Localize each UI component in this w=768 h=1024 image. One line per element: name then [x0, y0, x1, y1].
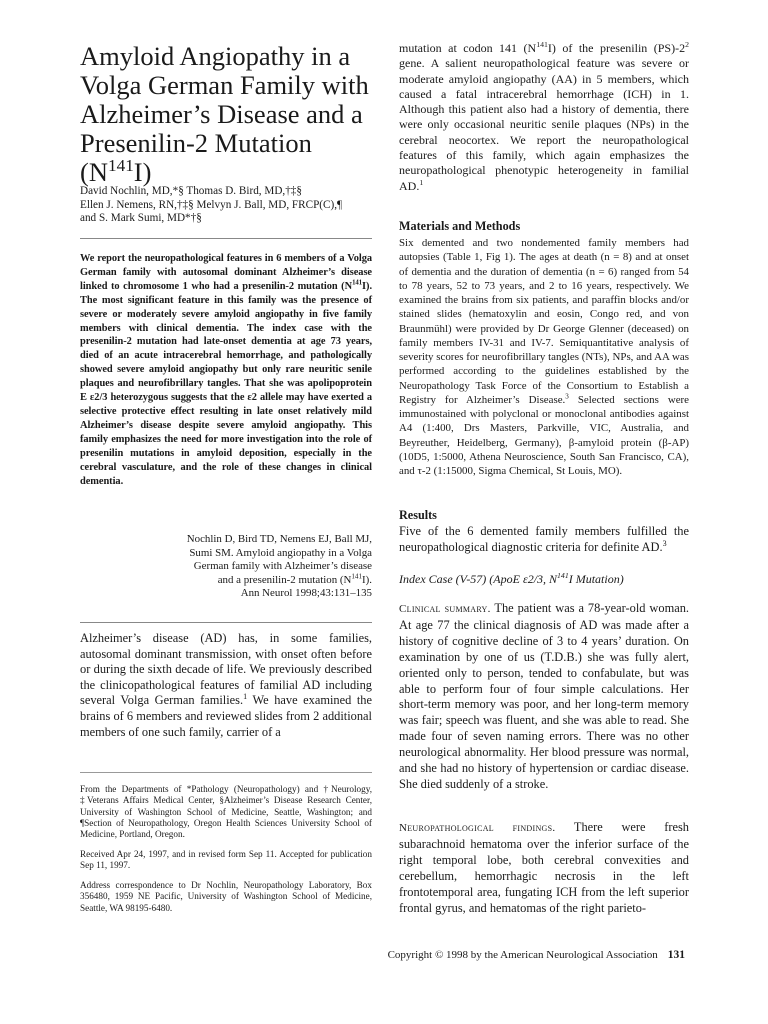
- clinical-summary-paragraph: [399, 601, 689, 793]
- body-text: There were fresh subarachnoid hematoma over the inferior surface of the right temporal lobe, both cerebral convexities and cerebellum, hemorrhagic necrosis in the left frontotemporal area, fungating ICH from the left superior frontal gyrus, and hematomas of the right parieto-: [399, 820, 689, 915]
- title-line: Alzheimer’s Disease and a: [80, 99, 363, 129]
- citation-line: German family with Alzheimer’s disease: [193, 560, 372, 573]
- body-text: I) of the presenilin (PS)-2: [547, 41, 686, 55]
- abstract-superscript: 141: [352, 279, 363, 287]
- body-text: gene. A salient neuropathological feature was severe or moderate amyloid angiopathy (AA) in 5 members, which caused a fatal intracerebral hemorrhage (ICH) in 1. Although this patient also had a history of dementia, there were only occasional neuritic senile plaques (NPs) in the cerebral neocortex. We report the neuropathological features of this family, which again emphasizes the neuropathological phenotypic heterogeneity in familial AD.: [399, 56, 689, 193]
- title-line: Volga German Family with: [80, 70, 369, 100]
- intro-superscript: 1: [243, 692, 248, 702]
- results-heading: Results: [399, 508, 437, 522]
- results-paragraph: [399, 524, 689, 556]
- page-footer: [340, 949, 685, 961]
- citation-line: I).: [362, 573, 372, 586]
- intro-text: Alzheimer’s disease (AD) has, in some families, autosomal dominant transmission, with onset often before or during the sixth decade of life. We previously described the clinicopathological features of familial AD including several Volga German families.: [80, 631, 372, 708]
- index-case-heading: [399, 572, 689, 587]
- title-line: Amyloid Angiopathy in a: [80, 41, 351, 71]
- methods-heading: Materials and Methods: [399, 219, 521, 233]
- footnote-affiliations: From the Departments of *Pathology (Neuropathology) and †Neurology, ‡Veterans Affairs Medical Center, §Alzheimer’s Disease Research Center, University of Washington School of Medicine, Seattle, Washington; and ¶Section of Neuropathology, Oregon Health Sciences University School of Medicine, Portland, Oregon.: [80, 784, 372, 840]
- introduction-paragraph: [80, 631, 372, 740]
- abstract-top-divider: [80, 238, 372, 239]
- page-number: 131: [667, 949, 685, 961]
- footnote-address: Address correspondence to Dr Nochlin, Neuropathology Laboratory, Box 356480, 1959 NE Pacific, University of Washington School of Medicine, Seattle, WA 98195-6480.: [80, 880, 372, 913]
- abstract-bottom-divider: [80, 622, 372, 623]
- abstract-text: We report the neuropathological features in 6 members of a Volga German family with autosomal dominant Alzheimer’s disease linked to chromosome 1 who had a presenilin-2 mutation (N: [80, 253, 372, 292]
- subheading-text: I Mutation): [568, 572, 624, 586]
- author-line: and S. Mark Sumi, MD*†§: [80, 212, 202, 224]
- body-text: mutation at codon 141 (N: [399, 41, 537, 55]
- copyright-notice: Copyright © 1998 by the American Neurological Association: [387, 949, 658, 961]
- author-list: [80, 185, 380, 226]
- citation-line: Sumi SM. Amyloid angiopathy in a Volga: [189, 546, 372, 559]
- title-line: Presenilin-2 Mutation: [80, 128, 312, 158]
- clinical-summary-label: Clinical summary.: [399, 603, 491, 615]
- author-line: Ellen J. Nemens, RN,†‡§ Melvyn J. Ball, MD, FRCP(C),¶: [80, 198, 343, 211]
- body-text: The patient was a 78-year-old woman. At age 77 the clinical diagnosis of AD was made after a history of cognitive decline of 3 to 4 years’ duration. On examination by one of us (T.D.B.) she was fully alert, oriented only to person, tended to confabulate, but was able to perform four of four simple calculations. Her short-term memory was poor, and her long-term memory was fair; speech was fluent, and she was able to read. She made four of seven naming errors. There was no other neurological abnormality. Her blood pressure was normal, and she had no history of hypertension or cardiac disease. She died suddenly of a stroke.: [399, 601, 689, 791]
- neuropathological-findings-paragraph: [399, 820, 689, 916]
- citation-line: Nochlin D, Bird TD, Nemens EJ, Ball MJ,: [186, 533, 372, 545]
- citation-journal: Ann Neurol 1998;43:131–135: [240, 587, 372, 600]
- title-line: I): [133, 157, 152, 187]
- body-text: Five of the 6 demented family members fulfilled the neuropathological diagnostic criteria for definite AD.: [399, 524, 689, 554]
- abstract-text: I). The most significant feature in this family was the presence of severe or moderately severe amyloid angiopathy in five family members with clinical dementia. The index case with the presenilin-2 mutation had late-onset dementia at age 73 years, died of an acute intracerebral hemorrhage, and pathologically showed severe amyloid angiopathy but only rare neuritic senile plaques and neurofibrillary tangles. That she was apolipoprotein E ε2/3 heterozygous suggests that the ε2 allele may have exerted a selective protective effect resulting in late onset relatively mild Alzheimer’s disease despite severe amyloid angiopathy. This family emphasizes the need for more investigation into the role of presenilin mutations in amyloid deposition, especially in the cerebral vasculature, and the role of these changes in clinical dementia.: [80, 280, 372, 487]
- body-text: Six demented and two nondemented family members had autopsies (Table 1, Fig 1). The ages at death (n = 8) and at onset of dementia and the duration of dementia (n = 6) ranged from 54 to 78 years, 52 to 73 years, and 2 to 16 years, respectively. We examined the brains from six patients, and paraffin blocks and/or stained slides (hematoxylin and eosin, Congo red, and von Braunmühl) were provided by Dr George Glenner (deceased) on family members IV-31 and IV-7. Semiquantitative analysis of severity scores for neurofibrillary tangles (NTs), NPs, and AA was performed according to the guidelines established by the Neuropathology Task Force of the Consortium to Establish a Registry for Alzheimer’s Disease.: [399, 237, 689, 406]
- subheading-superscript: 141: [557, 571, 569, 580]
- neuro-findings-label: Neuropathological findings.: [399, 822, 556, 834]
- citation-superscript: 141: [351, 572, 363, 581]
- body-text: Selected sections were immunostained with polyclonal or monoclonal antibodies against A4 (1:400, Drs Masters, Parkville, VIC, Australia, and Beyreuther, Heidelberg, Germany), β-amyloid protein (β-AP) (10D5, 1:5000, Athena Neuroscience, South San Francisco, CA), and τ-2 (1:15000, Sigma Chemical, St Louis, MO).: [399, 393, 689, 477]
- body-superscript: 3: [565, 392, 569, 401]
- intro-text: We have examined the brains of 6 members and reviewed slides from 2 additional members of one such family, carrier of a: [80, 693, 372, 739]
- author-line: David Nochlin, MD,*§ Thomas D. Bird, MD,†‡§: [80, 185, 302, 197]
- footnote-divider: [80, 772, 372, 773]
- intro-continuation: [399, 41, 689, 194]
- body-superscript: 2: [685, 40, 689, 49]
- body-superscript: 1: [419, 177, 424, 187]
- article-title: [80, 42, 380, 187]
- subheading-text: Index Case (V-57) (ApoE ε2/3, N: [399, 572, 558, 586]
- methods-paragraph: [399, 236, 689, 478]
- body-superscript: 3: [662, 538, 667, 548]
- citation-line: and a presenilin-2 mutation (N: [217, 573, 352, 586]
- title-superscript: 141: [107, 156, 134, 176]
- body-superscript: 141: [536, 40, 548, 49]
- abstract: [80, 252, 372, 488]
- footnote-received: Received Apr 24, 1997, and in revised form Sep 11. Accepted for publication Sep 11, 1997.: [80, 849, 372, 871]
- citation: [150, 533, 372, 601]
- title-line: (N: [80, 157, 108, 187]
